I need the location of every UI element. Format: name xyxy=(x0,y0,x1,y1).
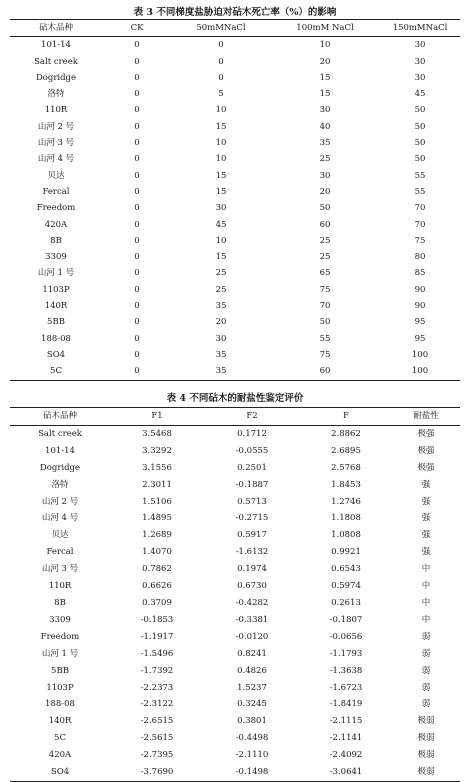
table4-cell: 洛特 xyxy=(51,479,69,490)
table4-cell: -0.1498 xyxy=(235,767,269,778)
table3-cell: 25 xyxy=(319,154,331,165)
table4-cell: 0.4826 xyxy=(237,665,267,676)
table3-cell: 65 xyxy=(319,268,331,279)
table3-row xyxy=(10,102,460,118)
table4-caption: 表 4 不同砧木的耐盐性鉴定评价 xyxy=(166,393,304,404)
table3-row xyxy=(10,151,460,167)
table3-cell: 山河 1 号 xyxy=(37,268,75,279)
table4-row xyxy=(10,612,460,629)
table3-cell: 30 xyxy=(414,56,426,67)
table4-cell: -0.1887 xyxy=(235,479,269,490)
table4-cell: -2.1141 xyxy=(329,733,363,744)
table4-cell: 3309 xyxy=(49,614,71,625)
table4-row xyxy=(10,713,460,730)
table3-cell: 70 xyxy=(414,219,426,230)
table3-header-row xyxy=(10,20,460,37)
table3-row xyxy=(10,314,460,330)
table4-row xyxy=(10,425,460,442)
table4-cell: -0.0656 xyxy=(329,631,363,642)
table3-cell: 50 xyxy=(319,317,331,328)
table3-row xyxy=(10,249,460,265)
table3-cell: 0 xyxy=(134,349,140,360)
table3-cell: 188-08 xyxy=(41,333,71,344)
table3-cell: 50 xyxy=(414,105,426,116)
table3-cell: 0 xyxy=(134,235,140,246)
table4-cell: -0.3381 xyxy=(235,614,269,625)
table4-cell: 极弱 xyxy=(417,733,435,744)
table4-cell: 0.1974 xyxy=(237,564,267,575)
table4-cell: 强 xyxy=(421,496,431,507)
table4-cell: Fercal xyxy=(46,547,74,558)
table3-cell: 0 xyxy=(134,284,140,295)
table3-cell: 75 xyxy=(414,235,426,246)
table4-cell: 2.3011 xyxy=(142,479,172,490)
table4-cell: 0.6626 xyxy=(142,581,172,592)
table3-cell: 10 xyxy=(319,40,331,51)
table4-cell: 山河 2 号 xyxy=(41,496,79,507)
table4-cell: -1.6723 xyxy=(329,682,363,693)
table4-cell: 5BB xyxy=(51,665,69,676)
table3-cell: 70 xyxy=(414,203,426,214)
table4-row xyxy=(10,764,460,781)
table3-cell: 20 xyxy=(319,186,331,197)
table3-header-cell: 砧木品种 xyxy=(38,23,73,33)
table3-cell: 100 xyxy=(411,366,429,377)
table3-row xyxy=(10,265,460,281)
table3-cell: 50 xyxy=(414,154,426,165)
table4-cell: -0.4282 xyxy=(235,597,269,608)
table4-cell: -3.0641 xyxy=(329,767,363,778)
table4-row xyxy=(10,595,460,612)
table3-cell: 1103P xyxy=(42,284,70,295)
table4-cell: 1.4070 xyxy=(142,547,172,558)
table4-cell: 山河 3 号 xyxy=(41,564,79,575)
table4-cell: 弱 xyxy=(421,682,431,693)
table3-cell: 50 xyxy=(319,203,331,214)
table4-cell: Salt creek xyxy=(38,428,82,439)
table4-cell: 贝达 xyxy=(51,530,69,541)
table4-cell: -2.2373 xyxy=(140,682,174,693)
table4-cell: -0.2715 xyxy=(235,513,269,524)
table4-cell: 中 xyxy=(421,597,431,608)
table4-header-cell: F2 xyxy=(246,411,258,421)
table4-cell: 山河 1 号 xyxy=(41,648,79,659)
table3-cell: 30 xyxy=(215,203,227,214)
table4-cell: SO4 xyxy=(50,767,70,778)
table4-cell: 弱 xyxy=(421,631,431,642)
table3-cell: 100 xyxy=(411,349,429,360)
table4-cell: 3.1556 xyxy=(142,462,172,473)
table4-cell: 2.8862 xyxy=(331,428,361,439)
table3-cell: 70 xyxy=(319,301,331,312)
table3-cell: 0 xyxy=(134,301,140,312)
table3-cell: 95 xyxy=(414,333,426,344)
table4-header-cell: F xyxy=(343,411,349,421)
table4-cell: 弱 xyxy=(421,699,431,710)
table4-cell: 极弱 xyxy=(417,767,435,778)
table3-cell: 15 xyxy=(215,252,227,263)
table3-cell: 0 xyxy=(134,333,140,344)
table4-cell: 山河 4 号 xyxy=(41,513,79,524)
table4-cell: 420A xyxy=(48,750,72,761)
table4-cell: 0.7862 xyxy=(142,564,172,575)
table4-cell: -2.1110 xyxy=(235,750,269,761)
table4-cell: 0.2501 xyxy=(237,462,267,473)
table3-cell: 5 xyxy=(218,89,224,100)
table4-cell: 强 xyxy=(421,547,431,558)
table3-row xyxy=(10,331,460,347)
table3-cell: 35 xyxy=(215,301,227,312)
table4-cell: 中 xyxy=(421,614,431,625)
table4-cell: -3.7690 xyxy=(140,767,174,778)
table4-row xyxy=(10,696,460,713)
table4-header-cell: F1 xyxy=(151,411,163,421)
table4-cell: -1.6132 xyxy=(235,547,269,558)
table4-cell: 强 xyxy=(421,513,431,524)
table3-cell: 20 xyxy=(319,56,331,67)
table3-cell: 50 xyxy=(414,138,426,149)
table4-cell: -1.8419 xyxy=(329,699,363,710)
table4-cell: 2.6895 xyxy=(331,445,361,456)
table4-cell: 1.0808 xyxy=(331,530,361,541)
table4-row xyxy=(10,477,460,494)
table3-cell: 8B xyxy=(50,235,62,246)
table3-cell: 15 xyxy=(215,186,227,197)
table3-row xyxy=(10,363,460,380)
table3-cell: 110R xyxy=(44,105,68,116)
table3-cell: 10 xyxy=(215,138,227,149)
table4-cell: 0.3245 xyxy=(237,699,267,710)
table3-row xyxy=(10,184,460,200)
table3-cell: 75 xyxy=(319,349,331,360)
table3-header-cell: 50mMNaCl xyxy=(196,23,246,33)
table3-cell: 0 xyxy=(218,56,224,67)
table4-cell: 2.5768 xyxy=(331,462,361,473)
table4-cell: 弱 xyxy=(421,648,431,659)
table4-cell: 极强 xyxy=(417,428,435,439)
table3-cell: 55 xyxy=(319,333,331,344)
table3-cell: 140R xyxy=(44,301,68,312)
table3-cell: 15 xyxy=(215,121,227,132)
table3-cell: 0 xyxy=(134,105,140,116)
table4-row xyxy=(10,730,460,747)
table4-cell: 1.2689 xyxy=(142,530,172,541)
table4-row xyxy=(10,646,460,663)
table4-cell: -0.4498 xyxy=(235,733,269,744)
table3-row xyxy=(10,282,460,298)
table4-body xyxy=(10,425,460,781)
table4-row xyxy=(10,527,460,544)
table3-cell: 10 xyxy=(215,154,227,165)
table4-cell: 1103P xyxy=(46,682,74,693)
table3-cell: 10 xyxy=(215,105,227,116)
table3-cell: 洛特 xyxy=(47,89,65,100)
table4-cell: 极弱 xyxy=(417,750,435,761)
table4-row xyxy=(10,443,460,460)
table3-cell: 0 xyxy=(134,203,140,214)
table3-cell: 60 xyxy=(319,219,331,230)
table3-cell: 0 xyxy=(134,56,140,67)
table3-cell: 山河 4 号 xyxy=(37,154,75,165)
table3-cell: 0 xyxy=(134,252,140,263)
table3-cell: 30 xyxy=(414,72,426,83)
table3-cell: 35 xyxy=(215,366,227,377)
table4-cell: 0.6543 xyxy=(331,564,361,575)
table4-cell: -2.5615 xyxy=(140,733,174,744)
table3-cell: 90 xyxy=(414,284,426,295)
table3-row xyxy=(10,86,460,102)
table4-row xyxy=(10,663,460,680)
table3-row xyxy=(10,217,460,233)
table3-cell: 15 xyxy=(319,89,331,100)
table4-header-row xyxy=(10,408,460,426)
table4-cell: -0.0555 xyxy=(235,445,269,456)
table3-cell: 0 xyxy=(134,186,140,197)
table3-cell: 45 xyxy=(215,219,227,230)
table3-cell: 25 xyxy=(319,235,331,246)
table3-cell: 0 xyxy=(134,317,140,328)
table4-cell: 0.3801 xyxy=(237,716,267,727)
table4-row xyxy=(10,629,460,646)
table3-cell: 25 xyxy=(215,284,227,295)
table4-cell: 1.2746 xyxy=(331,496,361,507)
table3-caption: 表 3 不同梯度盐胁迫对砧木死亡率（%）的影响 xyxy=(133,7,337,18)
table4-cell: 中 xyxy=(421,581,431,592)
table3-cell: 25 xyxy=(215,268,227,279)
table4-cell: 0.3709 xyxy=(142,597,172,608)
table3-cell: 0 xyxy=(134,40,140,51)
table4-cell: 101-14 xyxy=(45,445,75,456)
table3-cell: 贝达 xyxy=(47,170,65,181)
table4-header-cell: 砧木品种 xyxy=(42,411,77,421)
table4-row xyxy=(10,680,460,697)
table3-cell: 60 xyxy=(319,366,331,377)
table3-cell: 25 xyxy=(319,252,331,263)
table4-cell: 0.2613 xyxy=(331,597,361,608)
table3-cell: 15 xyxy=(319,72,331,83)
table3-cell: 30 xyxy=(414,40,426,51)
table4-cell: -2.1115 xyxy=(329,716,363,727)
table4-cell: 0.5713 xyxy=(237,496,267,507)
table4-cell: 188-08 xyxy=(45,699,75,710)
table3-cell: 20 xyxy=(215,317,227,328)
table3-cell: Salt creek xyxy=(34,56,78,67)
table4-cell: -0.1807 xyxy=(329,614,363,625)
table4-cell: 0.1712 xyxy=(237,428,267,439)
table4-row xyxy=(10,510,460,527)
table3-cell: 10 xyxy=(215,235,227,246)
table4-cell: 强 xyxy=(421,479,431,490)
table4-row xyxy=(10,544,460,561)
table4-cell: 1.5237 xyxy=(237,682,267,693)
table3-header-cell: CK xyxy=(130,23,144,33)
table3-cell: 0 xyxy=(218,72,224,83)
table3-row xyxy=(10,200,460,216)
table4-cell: 110R xyxy=(48,581,72,592)
table3-header-cell: 100mM NaCl xyxy=(296,23,354,33)
table4-row xyxy=(10,578,460,595)
table3-cell: 30 xyxy=(215,333,227,344)
table3-cell: 55 xyxy=(414,170,426,181)
table3-cell: 40 xyxy=(319,121,331,132)
table3-row xyxy=(10,135,460,151)
table3-cell: 75 xyxy=(319,284,331,295)
table3-cell: 0 xyxy=(134,138,140,149)
table3-cell: 95 xyxy=(414,317,426,328)
table3-cell: 山河 2 号 xyxy=(37,121,75,132)
table4-cell: -1.1793 xyxy=(329,648,363,659)
table3-header-cell: 150mMNaCl xyxy=(392,23,448,33)
table4-cell: 3.3292 xyxy=(142,445,172,456)
table4-cell: 0.5974 xyxy=(331,581,361,592)
table4-cell: 极弱 xyxy=(417,716,435,727)
table3-cell: 0 xyxy=(134,121,140,132)
table4-cell: -1.3638 xyxy=(329,665,363,676)
table3-row xyxy=(10,70,460,86)
table4-cell: 5C xyxy=(54,733,66,744)
table3-cell: 30 xyxy=(319,170,331,181)
table4-row xyxy=(10,747,460,764)
table3-cell: 45 xyxy=(414,89,426,100)
table3-row xyxy=(10,298,460,314)
table4-cell: 8B xyxy=(54,597,66,608)
table4-cell: 1.5106 xyxy=(142,496,172,507)
table4-cell: Freedom xyxy=(40,631,80,642)
table3-cell: 0 xyxy=(134,72,140,83)
table4-cell: -2.4092 xyxy=(329,750,363,761)
table4-cell: 中 xyxy=(421,564,431,575)
table4-cell: -0.1853 xyxy=(140,614,174,625)
table4-cell: 3.5468 xyxy=(142,428,172,439)
table3-row xyxy=(10,347,460,363)
table3-cell: 3309 xyxy=(45,252,67,263)
table3-cell: SO4 xyxy=(46,349,66,360)
table3-cell: 101-14 xyxy=(41,40,71,51)
table3-cell: 80 xyxy=(414,252,426,263)
table4-cell: 0.8241 xyxy=(237,648,267,659)
table3-row xyxy=(10,119,460,135)
table4-cell: 140R xyxy=(48,716,72,727)
table3-cell: 0 xyxy=(134,366,140,377)
table3-cell: 90 xyxy=(414,301,426,312)
table4-cell: -2.7395 xyxy=(140,750,174,761)
table4-header-cell: 耐盐性 xyxy=(413,411,439,421)
table3-cell: 0 xyxy=(134,154,140,165)
table3-cell: 0 xyxy=(134,89,140,100)
table4-cell: -1.7392 xyxy=(140,665,174,676)
table4-row xyxy=(10,460,460,477)
table3-row xyxy=(10,37,460,54)
table4-cell: 0.9921 xyxy=(331,547,361,558)
table3-cell: 35 xyxy=(215,349,227,360)
table3-cell: 50 xyxy=(414,121,426,132)
table4-cell: 弱 xyxy=(421,665,431,676)
table4-row xyxy=(10,561,460,578)
table4-cell: 1.8453 xyxy=(331,479,361,490)
table3-cell: 15 xyxy=(215,170,227,181)
table4-cell: -2.6515 xyxy=(140,716,174,727)
table3-cell: 55 xyxy=(414,186,426,197)
table3-cell: Freedom xyxy=(36,203,76,214)
table3-cell: 山河 3 号 xyxy=(37,138,75,149)
table4-cell: 1.4895 xyxy=(142,513,172,524)
table3-cell: Dogridge xyxy=(35,72,77,83)
table3-cell: 30 xyxy=(319,105,331,116)
table3-row xyxy=(10,233,460,249)
table3-cell: 85 xyxy=(414,268,426,279)
table4-cell: 1.1808 xyxy=(331,513,361,524)
table4-cell: -2.3122 xyxy=(140,699,174,710)
table3-cell: 35 xyxy=(319,138,331,149)
table4-cell: Dogridge xyxy=(39,462,81,473)
table4 xyxy=(10,407,460,782)
table3-row xyxy=(10,168,460,184)
table3-cell: 5BB xyxy=(47,317,65,328)
table3-cell: 0 xyxy=(218,40,224,51)
table4-cell: 极强 xyxy=(417,445,435,456)
table3-body xyxy=(10,37,460,380)
table3-cell: 420A xyxy=(44,219,68,230)
table4-cell: 强 xyxy=(421,530,431,541)
table3-cell: 0 xyxy=(134,170,140,181)
table4-row xyxy=(10,494,460,511)
table3-row xyxy=(10,54,460,70)
table4-cell: 0.6730 xyxy=(237,581,267,592)
table3 xyxy=(10,19,460,381)
table4-cell: -1.5496 xyxy=(140,648,174,659)
table4-cell: -1.1917 xyxy=(140,631,174,642)
table4-cell: -0.0120 xyxy=(235,631,269,642)
table3-cell: 0 xyxy=(134,219,140,230)
table3-cell: Fercal xyxy=(42,186,70,197)
table3-cell: 5C xyxy=(50,366,62,377)
table4-cell: 极强 xyxy=(417,462,435,473)
table4-cell: 0.5917 xyxy=(237,530,267,541)
table3-cell: 0 xyxy=(134,268,140,279)
